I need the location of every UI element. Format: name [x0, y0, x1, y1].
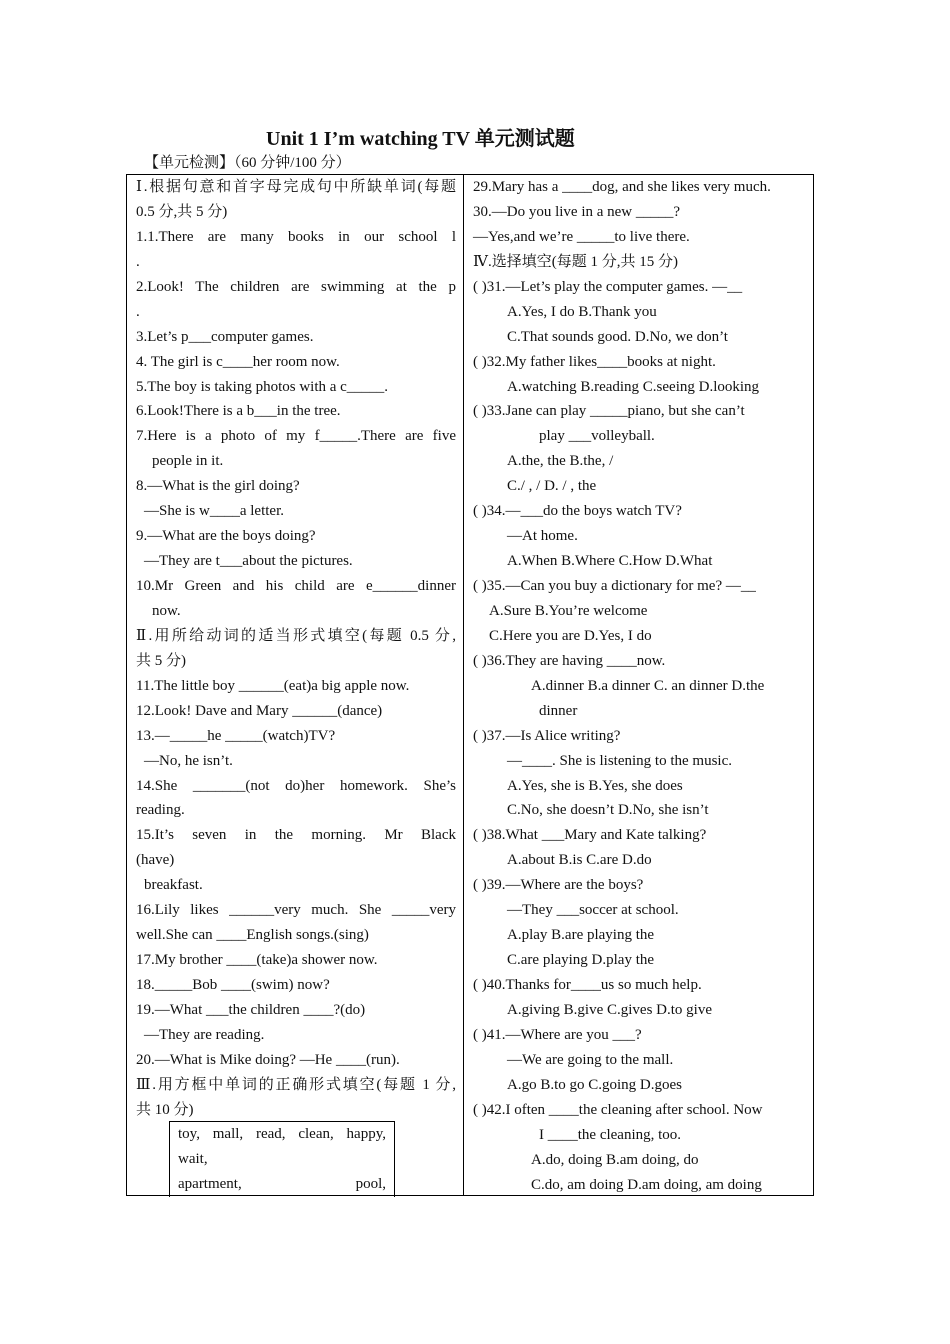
question-line: A.go B.to go C.going D.goes — [507, 1076, 683, 1093]
question-line: 14.She _______(not do)her homework. She’s — [136, 777, 456, 794]
question-line: ( )34.—___do the boys watch TV? — [473, 503, 682, 520]
question-line: ( )33.Jane can play _____piano, but she can’t — [473, 403, 745, 420]
question-line: C.Here you are D.Yes, I do — [489, 627, 652, 644]
question-line: 8.—What is the girl doing? — [136, 478, 300, 495]
question-line: A.dinner B.a dinner C. an dinner D.the — [531, 677, 765, 694]
question-line: ( )31.—Let’s play the computer games. —__ — [473, 278, 743, 295]
question-line: —We are going to the mall. — [507, 1051, 674, 1068]
question-line: 0.5 分,共 5 分) — [136, 203, 228, 220]
question-line: Ⅳ.选择填空(每题 1 分,共 15 分) — [473, 253, 678, 270]
right-column — [473, 175, 807, 1197]
question-line: 13.—_____he _____(watch)TV? — [136, 727, 336, 744]
question-line: ( )32.My father likes____books at night. — [473, 353, 716, 370]
question-line: 共 10 分) — [136, 1101, 194, 1118]
question-line: 3.Let’s p___computer games. — [136, 328, 314, 345]
word-box-line: apartment, pool, — [178, 1175, 386, 1192]
question-line: dinner — [539, 702, 578, 719]
question-line: C.That sounds good. D.No, we don’t — [507, 328, 728, 345]
question-line: ( )36.They are having ____now. — [473, 652, 666, 669]
question-line: —____. She is listening to the music. — [507, 752, 732, 769]
question-line: —No, he isn’t. — [144, 752, 233, 769]
question-line: A.giving B.give C.gives D.to give — [507, 1001, 712, 1018]
question-line: A.the, the B.the, / — [507, 453, 614, 470]
question-line: C.are playing D.play the — [507, 952, 655, 969]
question-line: 12.Look! Dave and Mary ______(dance) — [136, 702, 383, 719]
question-line: (have) — [136, 852, 175, 869]
question-line: A.watching B.reading C.seeing D.looking — [507, 378, 760, 395]
question-line: Ⅱ.用所给动词的适当形式填空(每题 0.5 分, — [136, 627, 456, 644]
question-line: A.about B.is C.are D.do — [507, 852, 652, 869]
question-line: 17.My brother ____(take)a shower now. — [136, 952, 378, 969]
question-line: 2.Look! The children are swimming at the p — [136, 278, 456, 295]
question-line: well.She can ____English songs.(sing) — [136, 927, 369, 944]
question-line: ( )37.—Is Alice writing? — [473, 727, 621, 744]
page-subtitle: 【单元检测】（60 分钟/100 分） — [144, 155, 351, 171]
question-line: A.Sure B.You’re welcome — [489, 602, 648, 619]
question-line: 7.Here is a photo of my f_____.There are five — [136, 428, 456, 445]
question-line: 1.1.There are many books in our school l — [136, 228, 456, 245]
question-line: breakfast. — [144, 877, 203, 894]
left-column — [136, 175, 456, 1123]
word-box-line: toy, mall, read, clean, happy, — [178, 1126, 386, 1142]
question-line: ( )38.What ___Mary and Kate talking? — [473, 827, 707, 844]
question-line: A.do, doing B.am doing, do — [531, 1151, 699, 1168]
question-line: A.When B.Where C.How D.What — [507, 553, 713, 570]
question-line: Ⅲ.用方框中单词的正确形式填空(每题 1 分, — [136, 1076, 456, 1093]
question-line: ( )41.—Where are you ___? — [473, 1026, 642, 1043]
question-line: 16.Lily likes ______very much. She _____very — [136, 902, 456, 919]
question-line: C.do, am doing D.am doing, am doing — [531, 1176, 762, 1193]
question-line: ( )40.Thanks for____us so much help. — [473, 977, 702, 993]
question-line: A.Yes, she is B.Yes, she does — [507, 777, 683, 794]
question-line: C./ , / D. / , the — [507, 478, 597, 495]
question-line: 共 5 分) — [136, 652, 186, 669]
page-title: Unit 1 I’m watching TV 单元测试题 — [266, 128, 575, 150]
question-line: 30.—Do you live in a new _____? — [473, 203, 681, 220]
question-line: Ⅰ.根据句意和首字母完成句中所缺单词(每题 — [136, 179, 456, 195]
question-line: I ____the cleaning, too. — [539, 1126, 682, 1143]
exam-table — [126, 174, 814, 1196]
question-line: —They ___soccer at school. — [507, 902, 679, 919]
question-line: 10.Mr Green and his child are e______dinner — [136, 578, 456, 594]
question-line: ( )39.—Where are the boys? — [473, 877, 644, 894]
column-divider — [463, 175, 464, 1195]
question-line: reading. — [136, 802, 185, 819]
word-box — [169, 1121, 395, 1197]
question-line: 18._____Bob ____(swim) now? — [136, 977, 330, 993]
question-line: play ___volleyball. — [539, 428, 655, 445]
question-line: . — [136, 253, 140, 270]
question-line: —They are reading. — [144, 1026, 265, 1043]
question-line: 9.—What are the boys doing? — [136, 528, 316, 545]
question-line: —Yes,and we’re _____to live there. — [473, 228, 690, 245]
question-line: 19.—What ___the children ____?(do) — [136, 1001, 366, 1018]
question-line: 29.Mary has a ____dog, and she likes very much. — [473, 179, 771, 195]
question-line: now. — [152, 602, 181, 619]
question-line: A.Yes, I do B.Thank you — [507, 303, 657, 320]
question-line: —She is w____a letter. — [144, 503, 284, 520]
question-line: A.play B.are playing the — [507, 927, 655, 944]
question-line: 6.Look!There is a b___in the tree. — [136, 403, 341, 420]
question-line: . — [136, 303, 140, 320]
question-line: ( )35.—Can you buy a dictionary for me? —__ — [473, 578, 756, 594]
question-line: C.No, she doesn’t D.No, she isn’t — [507, 802, 709, 819]
question-line: 20.—What is Mike doing? —He ____(run). — [136, 1051, 400, 1068]
question-line: 5.The boy is taking photos with a c_____. — [136, 378, 389, 395]
question-line: 15.It’s seven in the morning. Mr Black — [136, 827, 456, 844]
question-line: 11.The little boy ______(eat)a big apple now. — [136, 677, 410, 694]
question-line: 4. The girl is c____her room now. — [136, 353, 340, 370]
word-box-line: wait, — [178, 1150, 208, 1167]
question-line: people in it. — [152, 453, 224, 470]
question-line: ( )42.I often ____the cleaning after school. Now — [473, 1101, 763, 1118]
question-line: —At home. — [507, 528, 578, 545]
question-line: —They are t___about the pictures. — [144, 553, 353, 570]
